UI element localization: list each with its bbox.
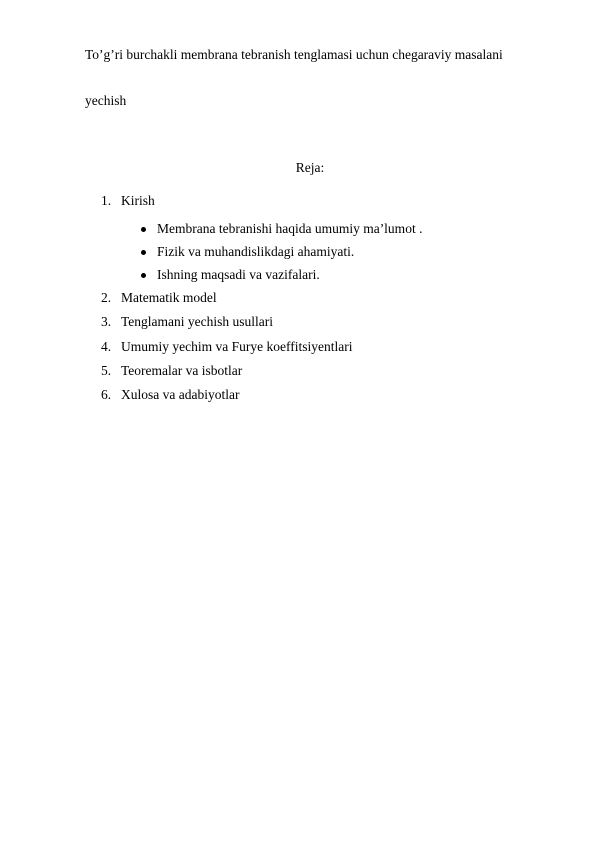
plan-item-label: Kirish [121, 193, 155, 208]
bullet-icon [141, 227, 146, 232]
plan-item-number: 5. [101, 363, 112, 378]
plan-item-number: 3. [101, 314, 112, 329]
plan-item-label: Xulosa va adabiyotlar [121, 387, 240, 402]
plan-item-label: Matematik model [121, 290, 217, 305]
plan-subitem-1-3 [141, 267, 320, 283]
plan-item-number: 6. [101, 387, 112, 402]
plan-item-number: 1. [101, 193, 112, 208]
plan-item-6 [101, 387, 239, 403]
plan-item-1 [101, 193, 155, 209]
plan-subitem-label: Fizik va muhandislikdagi ahamiyati. [157, 244, 355, 259]
plan-heading: Reja: [295, 160, 325, 175]
plan-item-2 [101, 290, 217, 306]
bullet-icon [141, 250, 146, 255]
bullet-icon [141, 273, 146, 278]
plan-item-3 [101, 314, 273, 330]
plan-item-label: Umumiy yechim va Furye koeffitsiyentlari [121, 339, 353, 354]
plan-item-label: Teoremalar va isbotlar [121, 363, 243, 378]
plan-subitem-label: Membrana tebranishi haqida umumiy ma’lumot . [157, 221, 423, 236]
document-title-line-1: To’g’ri burchakli membrana tebranish tenglamasi uchun chegaraviy masalani [85, 47, 503, 62]
plan-item-4 [101, 339, 352, 355]
plan-subitem-1-2 [141, 244, 354, 260]
plan-subitem-1-1 [141, 221, 422, 237]
document-title-line-2: yechish [85, 93, 127, 108]
plan-item-number: 4. [101, 339, 112, 354]
plan-item-label: Tenglamani yechish usullari [121, 314, 274, 329]
plan-item-5 [101, 363, 242, 379]
plan-subitem-label: Ishning maqsadi va vazifalari. [157, 267, 320, 282]
plan-item-number: 2. [101, 290, 112, 305]
